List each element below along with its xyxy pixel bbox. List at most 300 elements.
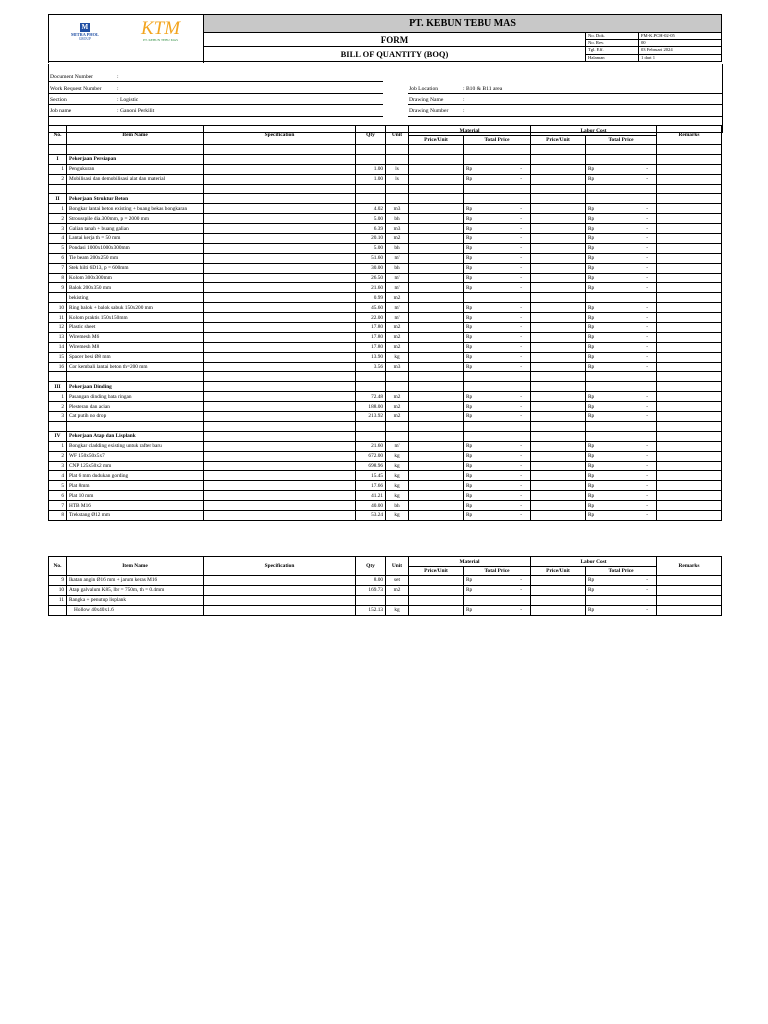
amount-placeholder: - <box>520 344 522 351</box>
amount-placeholder: - <box>520 502 522 509</box>
row-number: II <box>49 194 67 204</box>
section-row <box>49 194 722 204</box>
amount-placeholder: - <box>520 512 522 519</box>
item-name: Bongkar lantai beton existing + buang bekas bongkaran <box>67 204 204 214</box>
qty-cell: 40.00 <box>356 501 386 511</box>
labor-total-cell <box>586 510 657 520</box>
table-row <box>49 595 722 605</box>
document-number-value: : <box>117 74 119 80</box>
unit-cell: kg <box>386 491 409 501</box>
qty-cell: 672.00 <box>356 451 386 461</box>
item-name: Pekerjaan Dinding <box>67 382 204 392</box>
row-number: 3 <box>49 412 67 422</box>
currency-label: Rp <box>588 314 595 321</box>
qty-cell: 17.66 <box>356 481 386 491</box>
item-name: Bongkar cladding existing untuk rafter baru <box>67 441 204 451</box>
col-qty: Qty <box>356 126 386 145</box>
col-specification: Specification <box>204 126 356 145</box>
boq-table-continued <box>48 556 722 616</box>
ktm-logo: KTM PT. KEBUN TEBU MAS <box>141 18 181 42</box>
amount-placeholder: - <box>646 215 649 222</box>
qty-cell: 21.60 <box>356 441 386 451</box>
row-number: 1 <box>49 164 67 174</box>
item-name: Ikatan angin Ø16 mm + jarum keras M16 <box>67 576 204 586</box>
currency-label: Rp <box>466 215 473 222</box>
item-name: Plat 8mm <box>67 481 204 491</box>
amount-placeholder: - <box>520 403 522 410</box>
row-number: 13 <box>49 332 67 342</box>
currency-label: Rp <box>466 413 473 420</box>
unit-cell: m2 <box>386 402 409 412</box>
currency-label: Rp <box>466 265 473 272</box>
amount-placeholder: - <box>520 215 522 222</box>
amount-placeholder: - <box>646 265 649 272</box>
table-row <box>49 234 722 244</box>
unit-cell: m2 <box>386 323 409 333</box>
table-row <box>49 204 722 214</box>
labor-total-cell <box>586 491 657 501</box>
table-row <box>49 323 722 333</box>
currency-label: Rp <box>466 607 473 614</box>
currency-label: Rp <box>588 453 595 460</box>
row-number: 3 <box>49 461 67 471</box>
table-row <box>49 501 722 511</box>
amount-placeholder: - <box>646 577 649 584</box>
unit-cell <box>386 595 409 605</box>
amount-placeholder: - <box>520 284 522 291</box>
labor-total-cell <box>586 234 657 244</box>
job-info <box>48 64 723 133</box>
currency-label: Rp <box>466 472 473 479</box>
labor-total-cell <box>586 263 657 273</box>
currency-label: Rp <box>588 215 595 222</box>
col-remarks: Remarks <box>657 557 722 576</box>
item-name: Plat 6 mm dudukan gording <box>67 471 204 481</box>
job-name-label: Job name <box>50 108 72 114</box>
row-number: 16 <box>49 362 67 372</box>
labor-total-cell <box>586 313 657 323</box>
currency-label: Rp <box>588 413 595 420</box>
item-name: Mobilisasi dan demobilisasi alat dan material <box>67 174 204 184</box>
currency-label: Rp <box>466 462 473 469</box>
amount-placeholder: - <box>646 502 649 509</box>
currency-label: Rp <box>588 205 595 212</box>
drawing-name-value: : <box>463 97 465 103</box>
item-name: Trekstang Ø12 mm <box>67 510 204 520</box>
item-name: Pengukuran <box>67 164 204 174</box>
labor-total-cell <box>586 224 657 234</box>
amount-placeholder: - <box>646 354 649 361</box>
currency-label: Rp <box>588 393 595 400</box>
col-item-name: Item Name <box>67 126 204 145</box>
currency-label: Rp <box>466 284 473 291</box>
qty-cell: 5.00 <box>356 214 386 224</box>
qty-cell: 72.48 <box>356 392 386 402</box>
labor-total-cell <box>586 273 657 283</box>
col-material: Material <box>409 126 531 136</box>
currency-label: Rp <box>466 176 473 183</box>
table-row <box>49 224 722 234</box>
row-number: 3 <box>49 224 67 234</box>
labor-total-cell <box>586 441 657 451</box>
labor-total-cell <box>586 283 657 293</box>
row-number: 9 <box>49 576 67 586</box>
item-name: Kolom praktis 150x150mm <box>67 313 204 323</box>
table-row <box>49 293 722 303</box>
boq-sheet-page-2 <box>48 556 721 616</box>
currency-label: Rp <box>466 166 473 173</box>
amount-placeholder: - <box>520 413 522 420</box>
unit-cell: m2 <box>386 392 409 402</box>
table-row <box>49 332 722 342</box>
amount-placeholder: - <box>520 275 522 282</box>
unit-cell: set <box>386 576 409 586</box>
item-name: Pasangan dinding bata ringan <box>67 392 204 402</box>
currency-label: Rp <box>588 324 595 331</box>
table-row <box>49 585 722 595</box>
material-total-cell <box>464 164 531 174</box>
amount-placeholder: - <box>646 284 649 291</box>
unit-cell: m2 <box>386 293 409 303</box>
table-row <box>49 392 722 402</box>
material-total-cell <box>464 392 531 402</box>
row-number: 10 <box>49 303 67 313</box>
currency-label: Rp <box>588 166 595 173</box>
logo-area <box>49 15 204 62</box>
item-name: Wiremesh M8 <box>67 342 204 352</box>
labor-total-cell <box>586 576 657 586</box>
currency-label: Rp <box>588 344 595 351</box>
item-name: Strousspile dia.300mm, p = 2000 mm <box>67 214 204 224</box>
material-total-cell <box>464 204 531 214</box>
table-row <box>49 313 722 323</box>
labor-total-cell <box>586 402 657 412</box>
labor-total-cell <box>586 332 657 342</box>
qty-cell: 53.24 <box>356 510 386 520</box>
unit-cell: m' <box>386 303 409 313</box>
amount-placeholder: - <box>646 443 649 450</box>
labor-total-cell <box>586 451 657 461</box>
unit-cell: bh <box>386 501 409 511</box>
unit-cell: m' <box>386 273 409 283</box>
qty-cell <box>356 595 386 605</box>
currency-label: Rp <box>588 607 595 614</box>
amount-placeholder: - <box>646 245 649 252</box>
currency-label: Rp <box>588 235 595 242</box>
unit-cell: m' <box>386 313 409 323</box>
material-total-cell <box>464 332 531 342</box>
unit-cell: kg <box>386 461 409 471</box>
col-remarks: Remarks <box>657 126 722 145</box>
qty-cell: 13.90 <box>356 352 386 362</box>
table-row <box>49 605 722 615</box>
currency-label: Rp <box>588 443 595 450</box>
qty-cell: 26.50 <box>356 273 386 283</box>
section-label: Section <box>50 97 67 103</box>
item-name: Cor kembali lantai beton th=200 mm <box>67 362 204 372</box>
amount-placeholder: - <box>646 275 649 282</box>
amount-placeholder: - <box>646 492 649 499</box>
qty-cell: 213.92 <box>356 412 386 422</box>
item-name: Galian tanah + buang galian <box>67 224 204 234</box>
table-row <box>49 412 722 422</box>
currency-label: Rp <box>588 577 595 584</box>
labor-total-cell <box>586 501 657 511</box>
item-name: Pekerjaan Persiapan <box>67 154 204 164</box>
qty-cell <box>356 154 386 164</box>
currency-label: Rp <box>588 364 595 371</box>
item-name: Pondasi 1000x1000x300mm <box>67 243 204 253</box>
amount-placeholder: - <box>520 472 522 479</box>
job-name-value: : Ganoni Perkilit <box>117 108 155 114</box>
job-location-value: : B10 & B11 area <box>463 86 503 92</box>
unit-cell: kg <box>386 451 409 461</box>
item-name: Kolom 300x300mm <box>67 273 204 283</box>
table-row <box>49 184 722 194</box>
amount-placeholder: - <box>646 176 649 183</box>
form-header <box>48 14 722 62</box>
table-row <box>49 303 722 313</box>
table-row <box>49 576 722 586</box>
qty-cell: 188.00 <box>356 402 386 412</box>
col-material-total: Total Price <box>464 136 531 145</box>
qty-cell: 4.02 <box>356 204 386 214</box>
amount-placeholder: - <box>646 393 649 400</box>
row-number: 2 <box>49 451 67 461</box>
currency-label: Rp <box>466 587 473 594</box>
table-row <box>49 421 722 431</box>
item-name: Pekerjaan Atap dan Lisplank <box>67 431 204 441</box>
col-unit: Unit <box>386 557 409 576</box>
meta-value: 1 dari 1 <box>639 54 722 62</box>
meta-value: 03 Februari 2024 <box>639 47 722 55</box>
table-row <box>49 164 722 174</box>
labor-total-cell <box>586 352 657 362</box>
table-row <box>49 362 722 372</box>
unit-cell <box>386 154 409 164</box>
unit-cell: ls <box>386 164 409 174</box>
currency-label: Rp <box>588 403 595 410</box>
item-name: Pekerjaan Struktur Beton <box>67 194 204 204</box>
col-no: No. <box>49 126 67 145</box>
qty-cell: 3.56 <box>356 362 386 372</box>
mitra-phol-logo: M MITRA PHOL GROUP <box>71 23 99 41</box>
col-specification: Specification <box>204 557 356 576</box>
material-total-cell <box>464 471 531 481</box>
labor-total-cell <box>586 303 657 313</box>
currency-label: Rp <box>588 512 595 519</box>
item-name: bekisting <box>67 293 204 303</box>
amount-placeholder: - <box>646 462 649 469</box>
item-name: Hollow 40x40x1.6 <box>67 605 204 615</box>
currency-label: Rp <box>466 512 473 519</box>
amount-placeholder: - <box>520 304 522 311</box>
table-row <box>49 174 722 184</box>
item-name: Tie beam 200x250 mm <box>67 253 204 263</box>
amount-placeholder: - <box>520 577 522 584</box>
unit-cell: m3 <box>386 204 409 214</box>
amount-placeholder: - <box>646 235 649 242</box>
table-row <box>49 491 722 501</box>
amount-placeholder: - <box>520 166 522 173</box>
unit-cell: m2 <box>386 234 409 244</box>
material-total-cell <box>464 352 531 362</box>
amount-placeholder: - <box>646 482 649 489</box>
table-row <box>49 352 722 362</box>
row-number: 1 <box>49 204 67 214</box>
col-labor-cost: Labor Cost <box>531 557 657 567</box>
work-request-value: : <box>117 86 119 92</box>
currency-label: Rp <box>588 225 595 232</box>
boq-sheet <box>48 14 721 519</box>
section-row <box>49 154 722 164</box>
row-number: 8 <box>49 510 67 520</box>
row-number: 15 <box>49 352 67 362</box>
row-number: 14 <box>49 342 67 352</box>
section-value: : Logistic <box>117 97 139 103</box>
material-total-cell <box>464 461 531 471</box>
table-row <box>49 243 722 253</box>
amount-placeholder: - <box>646 344 649 351</box>
material-total-cell <box>464 501 531 511</box>
amount-placeholder: - <box>646 512 649 519</box>
unit-cell: kg <box>386 352 409 362</box>
table-row <box>49 342 722 352</box>
labor-total-cell <box>586 323 657 333</box>
currency-label: Rp <box>466 344 473 351</box>
qty-cell: 45.60 <box>356 303 386 313</box>
material-total-cell <box>464 491 531 501</box>
amount-placeholder: - <box>520 245 522 252</box>
table-row <box>49 214 722 224</box>
currency-label: Rp <box>466 324 473 331</box>
currency-label: Rp <box>466 314 473 321</box>
unit-cell: kg <box>386 510 409 520</box>
labor-total-cell <box>586 253 657 263</box>
row-number: 7 <box>49 263 67 273</box>
qty-cell <box>356 431 386 441</box>
material-total-cell <box>464 214 531 224</box>
amount-placeholder: - <box>646 587 649 594</box>
amount-placeholder: - <box>520 587 522 594</box>
row-number <box>49 293 67 303</box>
currency-label: Rp <box>466 502 473 509</box>
item-name: Balok 200x350 mm <box>67 283 204 293</box>
currency-label: Rp <box>588 462 595 469</box>
unit-cell <box>386 431 409 441</box>
unit-cell: kg <box>386 481 409 491</box>
currency-label: Rp <box>588 265 595 272</box>
currency-label: Rp <box>588 472 595 479</box>
material-total-cell <box>464 313 531 323</box>
row-number: 12 <box>49 323 67 333</box>
row-number: 6 <box>49 491 67 501</box>
row-number: 2 <box>49 174 67 184</box>
currency-label: Rp <box>466 482 473 489</box>
row-number: 1 <box>49 392 67 402</box>
amount-placeholder: - <box>520 235 522 242</box>
work-request-label: Work Request Number <box>50 86 102 92</box>
col-labor-price-unit: Price/Unit <box>531 567 586 576</box>
unit-cell: m2 <box>386 342 409 352</box>
col-labor-cost: Labor Cost <box>531 126 657 136</box>
item-name: Wiremesh M6 <box>67 332 204 342</box>
row-number: 11 <box>49 313 67 323</box>
currency-label: Rp <box>466 275 473 282</box>
amount-placeholder: - <box>520 462 522 469</box>
item-name: Stek hilti 6D13, p = 600mm <box>67 263 204 273</box>
col-material-price-unit: Price/Unit <box>409 136 464 145</box>
amount-placeholder: - <box>520 265 522 272</box>
item-name: CNP 125x50x2 mm <box>67 461 204 471</box>
amount-placeholder: - <box>646 324 649 331</box>
amount-placeholder: - <box>646 166 649 173</box>
material-total-cell <box>464 273 531 283</box>
qty-cell: 5.00 <box>356 243 386 253</box>
material-total-cell <box>464 441 531 451</box>
amount-placeholder: - <box>520 176 522 183</box>
amount-placeholder: - <box>520 492 522 499</box>
currency-label: Rp <box>588 275 595 282</box>
amount-placeholder: - <box>520 225 522 232</box>
currency-label: Rp <box>466 492 473 499</box>
material-total-cell <box>464 412 531 422</box>
labor-total-cell <box>586 481 657 491</box>
col-labor-total: Total Price <box>586 567 657 576</box>
unit-cell: m' <box>386 283 409 293</box>
material-total-cell <box>464 576 531 586</box>
item-name: Lantai kerja th = 50 mm <box>67 234 204 244</box>
boq-table <box>48 125 722 521</box>
table-row <box>49 372 722 382</box>
material-total-cell <box>464 402 531 412</box>
unit-cell: kg <box>386 605 409 615</box>
amount-placeholder: - <box>646 304 649 311</box>
amount-placeholder: - <box>520 607 522 614</box>
material-total-cell <box>464 234 531 244</box>
row-number: 9 <box>49 283 67 293</box>
amount-placeholder: - <box>520 482 522 489</box>
row-number: 6 <box>49 253 67 263</box>
row-number: 7 <box>49 501 67 511</box>
amount-placeholder: - <box>520 354 522 361</box>
material-total-cell <box>464 362 531 372</box>
meta-label: No. Rev. <box>586 40 639 47</box>
currency-label: Rp <box>588 334 595 341</box>
row-number <box>49 605 67 615</box>
row-number: 11 <box>49 595 67 605</box>
unit-cell: ls <box>386 174 409 184</box>
col-unit: Unit <box>386 126 409 145</box>
item-name: HTB M16 <box>67 501 204 511</box>
meta-label: Tgl. Eff. <box>586 47 639 55</box>
qty-cell <box>356 382 386 392</box>
unit-cell: m2 <box>386 412 409 422</box>
amount-placeholder: - <box>520 314 522 321</box>
amount-placeholder: - <box>646 607 649 614</box>
form-label: FORM <box>204 33 586 47</box>
amount-placeholder: - <box>520 453 522 460</box>
currency-label: Rp <box>588 587 595 594</box>
currency-label: Rp <box>466 403 473 410</box>
material-total-cell <box>464 283 531 293</box>
table-row <box>49 273 722 283</box>
row-number: 2 <box>49 214 67 224</box>
col-material-price-unit: Price/Unit <box>409 567 464 576</box>
amount-placeholder: - <box>646 413 649 420</box>
item-name: Rangka + penutup lisplank <box>67 595 204 605</box>
amount-placeholder: - <box>520 364 522 371</box>
